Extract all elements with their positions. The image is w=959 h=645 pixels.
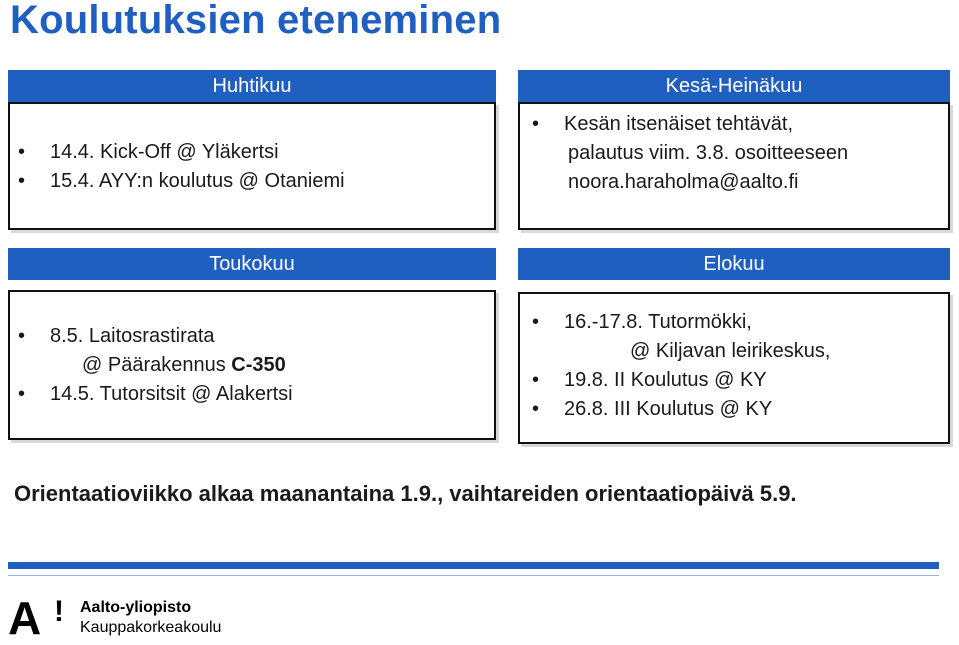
panel-august-list bbox=[532, 308, 830, 424]
bullet-icon: • bbox=[532, 311, 540, 333]
list-item-continuation: palautus viim. 3.8. osoitteeseen bbox=[568, 142, 849, 164]
panel-may-list bbox=[18, 322, 293, 409]
list-item-continuation: @ Kiljavan leirikeskus, bbox=[630, 340, 831, 362]
list-item: • 8.5. Laitosrastirata bbox=[18, 322, 293, 351]
panel-summer bbox=[518, 70, 950, 230]
footer-divider bbox=[8, 575, 939, 576]
bullet-icon: • bbox=[18, 170, 26, 192]
list-item-continuation: @ Päärakennus C-350 bbox=[82, 354, 286, 376]
orientation-note: Orientaatioviikko alkaa maanantaina 1.9., vaihtareiden orientaatiopäivä 5.9. bbox=[14, 481, 797, 506]
panel-april bbox=[8, 70, 496, 230]
page-title: Koulutuksien eteneminen bbox=[10, 0, 502, 42]
list-item-continuation bbox=[532, 168, 848, 197]
aalto-logo bbox=[8, 592, 248, 644]
panel-april-list bbox=[18, 138, 345, 196]
bullet-icon: • bbox=[18, 383, 26, 405]
logo-line-1: Aalto-yliopisto bbox=[80, 599, 192, 616]
email-address: noora.haraholma@aalto.fi bbox=[568, 171, 799, 193]
list-item: • 15.4. AYY:n koulutus @ Otaniemi bbox=[18, 167, 345, 196]
bullet-icon: • bbox=[532, 113, 540, 135]
list-item: • 14.4. Kick-Off @ Yläkertsi bbox=[18, 138, 345, 167]
logo-mark: A bbox=[8, 592, 42, 644]
panel-summer-list bbox=[532, 110, 848, 197]
bullet-icon: • bbox=[18, 141, 26, 163]
list-item: • 19.8. II Koulutus @ KY bbox=[532, 366, 830, 395]
panel-may bbox=[8, 248, 496, 440]
bullet-icon: • bbox=[532, 369, 540, 391]
panel-summer-header: Kesä-Heinäkuu bbox=[518, 70, 950, 102]
list-item: • 14.5. Tutorsitsit @ Alakertsi bbox=[18, 380, 293, 409]
panel-april-body bbox=[8, 102, 496, 230]
panel-may-body bbox=[8, 290, 496, 440]
panel-august bbox=[518, 248, 950, 444]
logo-line-2: Kauppakorkeakoulu bbox=[80, 619, 222, 636]
bullet-icon: • bbox=[18, 325, 26, 347]
panel-august-header: Elokuu bbox=[518, 248, 950, 280]
logo-exclaim: ! bbox=[54, 595, 64, 628]
list-item: • 16.-17.8. Tutormökki, bbox=[532, 308, 830, 337]
list-item: • Kesän itsenäiset tehtävät, bbox=[532, 110, 848, 139]
panel-april-header: Huhtikuu bbox=[8, 70, 496, 102]
panel-summer-body bbox=[518, 102, 950, 230]
bullet-icon: • bbox=[532, 398, 540, 420]
panel-may-header: Toukokuu bbox=[8, 248, 496, 280]
room-code: C-350 bbox=[231, 354, 286, 376]
list-item: • 26.8. III Koulutus @ KY bbox=[532, 395, 830, 424]
footer-accent-bar bbox=[8, 562, 939, 569]
panel-august-body bbox=[518, 292, 950, 444]
